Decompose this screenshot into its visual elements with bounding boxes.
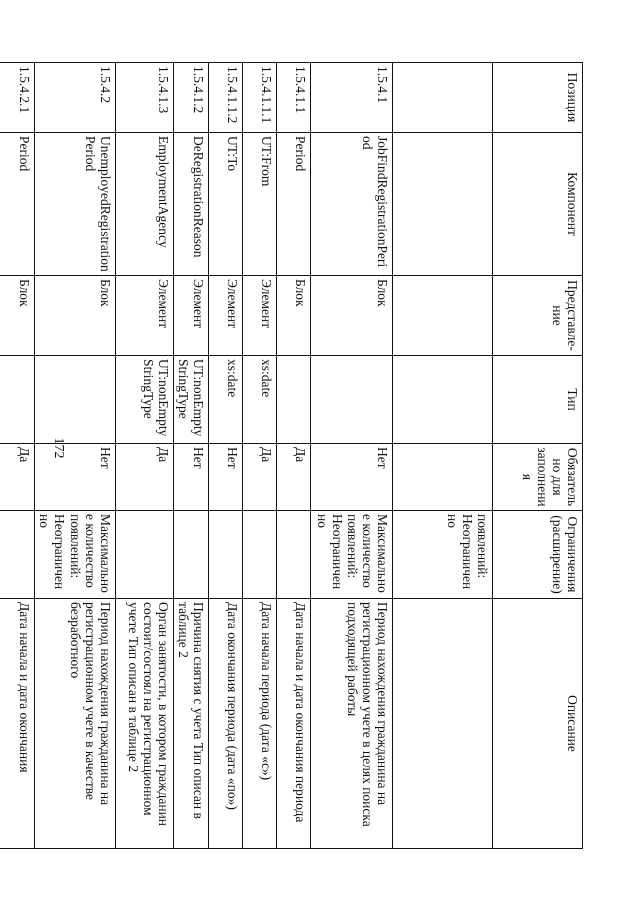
cell-position bbox=[393, 63, 493, 133]
cell-representation: Блок bbox=[35, 276, 116, 356]
cell-component: DeRegistrationReason bbox=[173, 133, 208, 276]
cell-required: Да bbox=[243, 444, 277, 511]
page-number: 172 bbox=[51, 437, 66, 459]
cell-required: Да bbox=[277, 444, 311, 511]
table-row bbox=[393, 63, 493, 849]
header-position: Позиция bbox=[493, 63, 583, 133]
cell-required: Да bbox=[115, 444, 173, 511]
cell-representation: Элемент bbox=[243, 276, 277, 356]
cell-required: Нет bbox=[173, 444, 208, 511]
specification-table bbox=[0, 62, 583, 849]
cell-constraints bbox=[0, 511, 35, 599]
cell-position: 1.5.4.2.1 bbox=[0, 63, 35, 133]
cell-component bbox=[393, 133, 493, 276]
cell-representation: Элемент bbox=[209, 276, 243, 356]
cell-type bbox=[277, 356, 311, 444]
cell-required bbox=[393, 444, 493, 511]
cell-type bbox=[393, 356, 493, 444]
cell-constraints: Максимальное количество появлений: Неограниченно bbox=[311, 511, 393, 599]
cell-type: UT:nonEmpty StringType bbox=[115, 356, 173, 444]
cell-description: Орган занятости, в котором гражданин состоит/состоял на регистрационном учете Тип описан в таблице 2 bbox=[115, 599, 173, 849]
cell-component: Period bbox=[0, 133, 35, 276]
header-representation: Представле-ние bbox=[493, 276, 583, 356]
cell-description: Дата начала и дата окончания периода bbox=[277, 599, 311, 849]
cell-representation: Элемент bbox=[173, 276, 208, 356]
cell-type: xs:date bbox=[209, 356, 243, 444]
table-row bbox=[277, 63, 311, 849]
cell-representation bbox=[393, 276, 493, 356]
cell-constraints bbox=[115, 511, 173, 599]
cell-required: Нет bbox=[311, 444, 393, 511]
cell-position: 1.5.4.2 bbox=[35, 63, 116, 133]
cell-required: Нет bbox=[35, 444, 116, 511]
header-constraints: Ограничения (расширение) bbox=[493, 511, 583, 599]
table-row bbox=[35, 63, 116, 849]
cell-component: UT:To bbox=[209, 133, 243, 276]
cell-position: 1.5.4.1 bbox=[311, 63, 393, 133]
cell-type bbox=[35, 356, 116, 444]
table-row bbox=[243, 63, 277, 849]
cell-representation: Элемент bbox=[115, 276, 173, 356]
cell-type: xs:date bbox=[243, 356, 277, 444]
cell-description: Дата окончания периода (дата «по») bbox=[209, 599, 243, 849]
cell-constraints: появлений: Неограниченно bbox=[393, 511, 493, 599]
table-row bbox=[115, 63, 173, 849]
cell-description: Причина снятия с учета Тип описан в таблице 2 bbox=[173, 599, 208, 849]
cell-position: 1.5.4.1.1.2 bbox=[209, 63, 243, 133]
cell-type: UT:nonEmpty StringType bbox=[173, 356, 208, 444]
cell-constraints bbox=[243, 511, 277, 599]
table-row bbox=[209, 63, 243, 849]
header-required: Обязательно для заполнения bbox=[493, 444, 583, 511]
cell-component: Period bbox=[277, 133, 311, 276]
table-row bbox=[173, 63, 208, 849]
cell-component: JobFindRegistrationPeriod bbox=[311, 133, 393, 276]
cell-constraints: Максимальное количество появлений: Неограниченно bbox=[35, 511, 116, 599]
cell-representation: Блок bbox=[311, 276, 393, 356]
header-component: Компонент bbox=[493, 133, 583, 276]
cell-description bbox=[393, 599, 493, 849]
cell-position: 1.5.4.1.1.1 bbox=[243, 63, 277, 133]
cell-description: Период нахождения гражданина на регистрационном учете в целях поиска подходящей работы bbox=[311, 599, 393, 849]
header-type: Тип bbox=[493, 356, 583, 444]
cell-position: 1.5.4.1.3 bbox=[115, 63, 173, 133]
cell-description: Период нахождения гражданина на регистрационном учете в качестве безработного bbox=[35, 599, 116, 849]
header-description: Описание bbox=[493, 599, 583, 849]
cell-component: UnemployedRegistration Period bbox=[35, 133, 116, 276]
cell-description: Дата начала и дата окончания bbox=[0, 599, 35, 849]
table-header-row bbox=[493, 63, 583, 849]
cell-representation: Блок bbox=[277, 276, 311, 356]
cell-representation: Блок bbox=[0, 276, 35, 356]
cell-component: EmploymentAgency bbox=[115, 133, 173, 276]
cell-constraints bbox=[209, 511, 243, 599]
cell-type bbox=[311, 356, 393, 444]
cell-type bbox=[0, 356, 35, 444]
cell-required: Нет bbox=[209, 444, 243, 511]
cell-position: 1.5.4.1.2 bbox=[173, 63, 208, 133]
table-row bbox=[0, 63, 35, 849]
cell-constraints bbox=[277, 511, 311, 599]
cell-component: UT:From bbox=[243, 133, 277, 276]
cell-required: Да bbox=[0, 444, 35, 511]
table-row bbox=[311, 63, 393, 849]
cell-constraints bbox=[173, 511, 208, 599]
cell-description: Дата начала периода (дата «с») bbox=[243, 599, 277, 849]
cell-position: 1.5.4.1.1 bbox=[277, 63, 311, 133]
